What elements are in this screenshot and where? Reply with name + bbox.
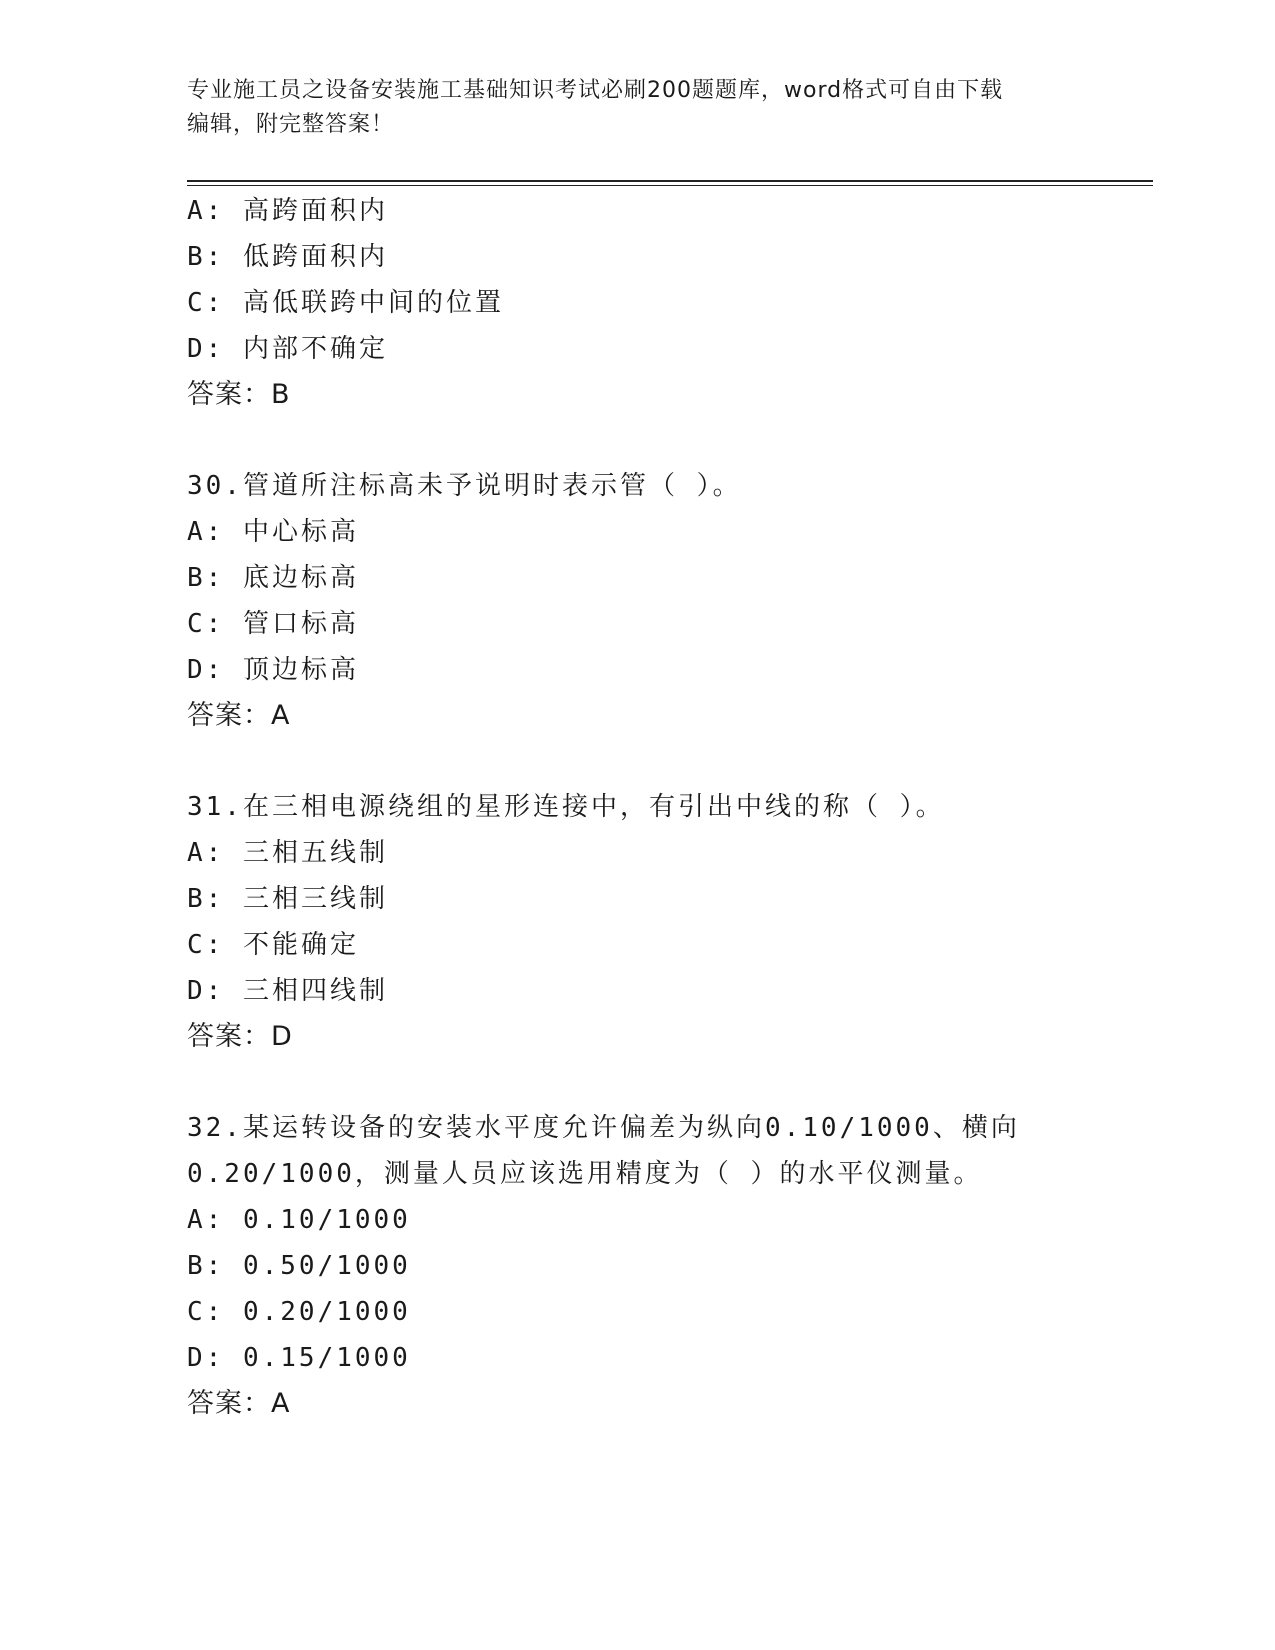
option-b: B: 底边标高 — [187, 563, 359, 593]
option-a: A: 三相五线制 — [187, 838, 388, 868]
question-30 — [187, 463, 1147, 739]
question-stem-line-2: 0.20/1000，测量人员应该选用精度为（ ）的水平仪测量。 — [187, 1159, 983, 1189]
question-stem: 30.管道所注标高未予说明时表示管（ ）。 — [187, 471, 742, 501]
question-stem-line-1: 32.某运转设备的安装水平度允许偏差为纵向0.10/1000、横向 — [187, 1113, 1020, 1143]
answer-line: 答案：A — [187, 1388, 291, 1419]
header-divider-thin — [187, 185, 1153, 186]
option-b: B: 三相三线制 — [187, 884, 388, 914]
question-29-continued — [187, 188, 1147, 418]
question-31 — [187, 784, 1147, 1060]
answer-line: 答案：A — [187, 700, 291, 731]
option-b: B: 低跨面积内 — [187, 242, 388, 272]
document-header — [187, 74, 1067, 142]
option-a: A: 0.10/1000 — [187, 1205, 411, 1235]
option-c: C: 不能确定 — [187, 930, 359, 960]
answer-line: 答案：B — [187, 379, 291, 410]
answer-line: 答案：D — [187, 1021, 293, 1052]
option-b: B: 0.50/1000 — [187, 1251, 411, 1281]
spacer — [187, 1060, 1147, 1105]
option-d: D: 0.15/1000 — [187, 1343, 411, 1373]
header-title-line-1: 专业施工员之设备安装施工基础知识考试必刷200题题库，word格式可自由下载 — [187, 78, 1004, 103]
option-c: C: 高低联跨中间的位置 — [187, 288, 504, 318]
spacer — [187, 418, 1147, 463]
question-32 — [187, 1105, 1147, 1427]
option-d: D: 三相四线制 — [187, 976, 388, 1006]
header-divider-thick — [187, 180, 1153, 182]
question-stem: 31.在三相电源绕组的星形连接中，有引出中线的称（ ）。 — [187, 792, 945, 822]
question-list — [187, 188, 1147, 1427]
option-a: A: 中心标高 — [187, 517, 359, 547]
option-c: C: 管口标高 — [187, 609, 359, 639]
option-d: D: 顶边标高 — [187, 655, 359, 685]
spacer — [187, 739, 1147, 784]
option-a: A: 高跨面积内 — [187, 196, 388, 226]
header-title-line-2: 编辑，附完整答案！ — [187, 112, 395, 137]
option-d: D: 内部不确定 — [187, 334, 388, 364]
option-c: C: 0.20/1000 — [187, 1297, 411, 1327]
